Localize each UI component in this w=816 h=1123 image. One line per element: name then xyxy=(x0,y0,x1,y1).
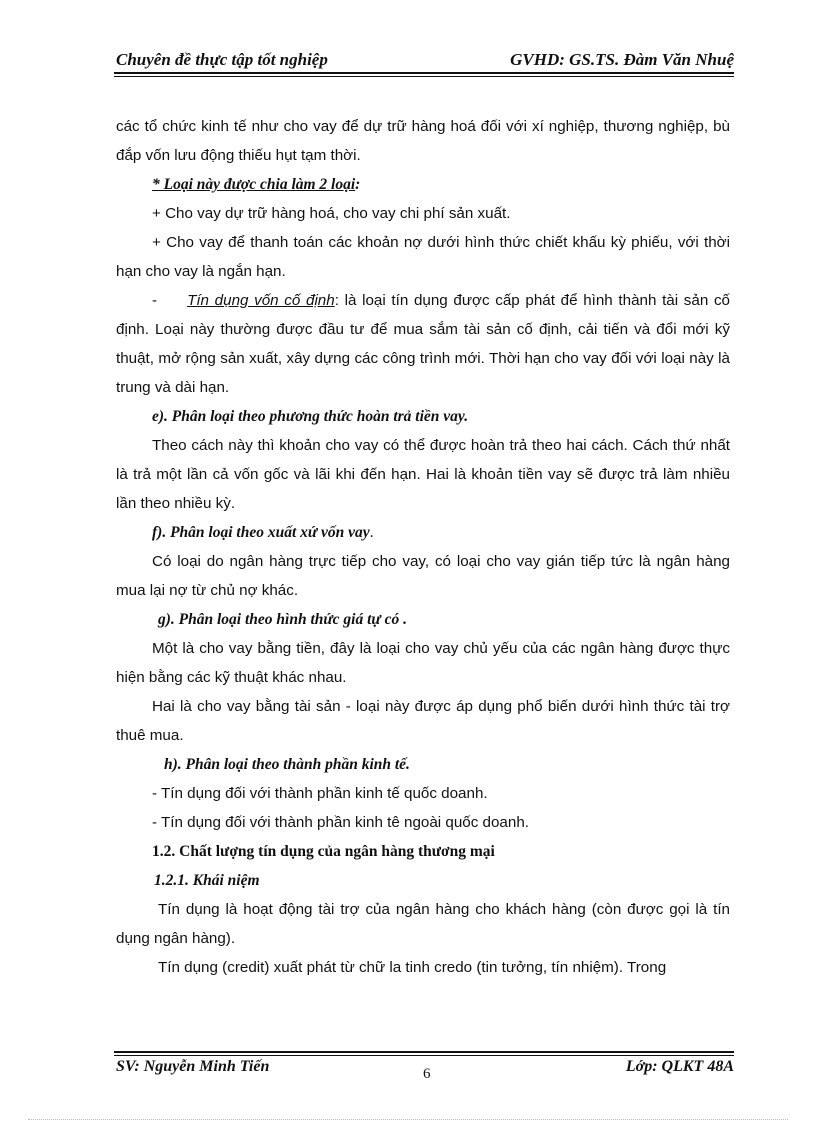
subheading: g). Phân loại theo hình thức giá tự có . xyxy=(158,611,407,628)
page-header xyxy=(116,46,734,74)
document-body xyxy=(116,112,730,982)
subsection-heading: 1.2.1. Khái niệm xyxy=(154,872,260,889)
page-bottom-dotted-line xyxy=(28,1119,788,1120)
header-advisor: GVHD: GS.TS. Đàm Văn Nhuệ xyxy=(510,50,734,69)
paragraph: Một là cho vay bằng tiền, đây là loại cho vay chủ yếu của các ngân hàng được thực hiện bằng các kỹ thuật khác nhau. xyxy=(116,640,730,686)
paragraph: Có loại do ngân hàng trực tiếp cho vay, có loại cho vay gián tiếp tức là ngân hàng mua lại nợ từ chủ nợ khác. xyxy=(116,553,730,599)
footer-rule-thin xyxy=(114,1055,734,1056)
header-title: Chuyên đề thực tập tốt nghiệp xyxy=(116,50,328,69)
paragraph: - Tín dụng đối với thành phần kinh tê ngoài quốc doanh. xyxy=(152,814,529,831)
paragraph: Theo cách này thì khoản cho vay có thể được hoàn trả theo hai cách. Cách thứ nhất là trả một lần cả vốn gốc và lãi khi đến hạn. Hai là khoản tiền vay sẽ được trả làm nhiều lần theo nhiều kỳ. xyxy=(116,437,730,512)
page-number: 6 xyxy=(423,1066,431,1082)
footer-class: Lớp: QLKT 48A xyxy=(625,1058,734,1075)
subheading: f). Phân loại theo xuất xứ vốn vay. xyxy=(152,524,374,541)
paragraph: + Cho vay dự trữ hàng hoá, cho vay chi phí sản xuất. xyxy=(152,205,511,222)
section-heading: 1.2. Chất lượng tín dụng của ngân hàng thương mại xyxy=(152,843,495,860)
subheading: * Loại này được chia làm 2 loại: xyxy=(152,176,361,193)
paragraph: - Tín dụng vốn cố định: là loại tín dụng được cấp phát để hình thành tài sản cố định. Loại này thường được đầu tư để mua sắm tài sản cố định, cải tiến và đổi mới kỹ thuật, mở rộng sản xuất, xây dựng các công trình mới. Thời hạn cho vay đối với loại này là trung và dài hạn. xyxy=(116,292,730,396)
paragraph: + Cho vay để thanh toán các khoản nợ dưới hình thức chiết khấu kỳ phiếu, với thời hạn cho vay là ngắn hạn. xyxy=(116,234,730,280)
paragraph: - Tín dụng đối với thành phần kinh tế quốc doanh. xyxy=(152,785,488,802)
subheading: h). Phân loại theo thành phần kinh tế. xyxy=(164,756,410,773)
paragraph: Tín dụng (credit) xuất phát từ chữ la tinh credo (tin tưởng, tín nhiệm). Trong xyxy=(158,959,667,976)
footer-student: SV: Nguyễn Minh Tiến xyxy=(116,1058,270,1075)
term: Tín dụng vốn cố định xyxy=(187,292,335,309)
header-rule xyxy=(114,72,734,74)
paragraph: các tổ chức kinh tế như cho vay để dự trữ hàng hoá đối với xí nghiệp, thương nghiệp, bù đắp vốn lưu động thiếu hụt tạm thời. xyxy=(116,118,730,164)
paragraph: Hai là cho vay bằng tài sản - loại này được áp dụng phổ biến dưới hình thức tài trợ thuê mua. xyxy=(116,698,730,744)
paragraph: Tín dụng là hoạt động tài trợ của ngân hàng cho khách hàng (còn được gọi là tín dụng ngân hàng). xyxy=(116,901,730,947)
footer-rule xyxy=(114,1051,734,1053)
subheading: e). Phân loại theo phương thức hoàn trả tiền vay. xyxy=(152,408,469,425)
header-rule-thin xyxy=(114,76,734,77)
